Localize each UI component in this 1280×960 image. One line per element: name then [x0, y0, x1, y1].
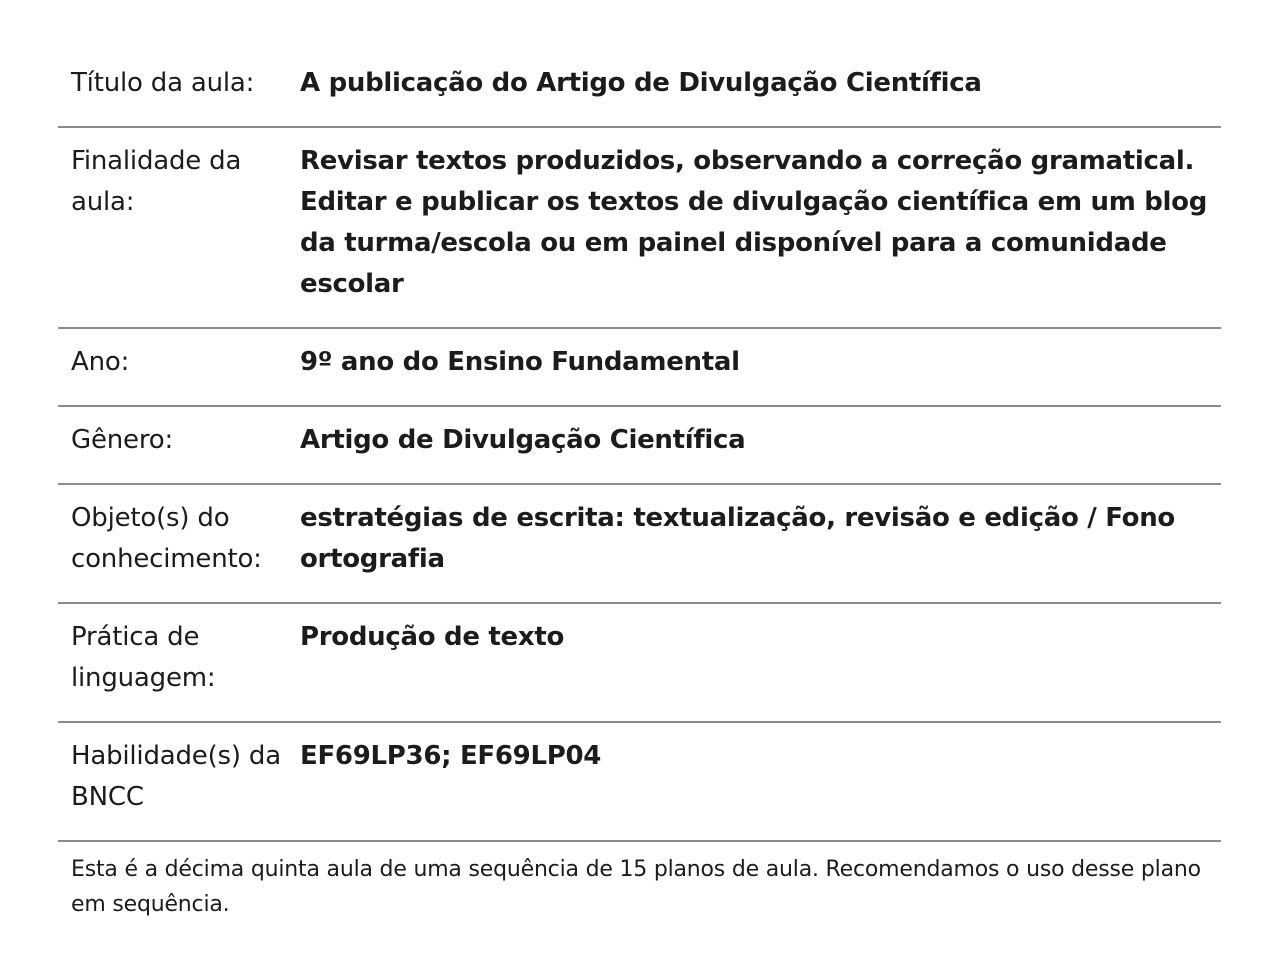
lesson-info-table [58, 50, 1221, 842]
bncc-skills-label: Habilidade(s) da BNCC [58, 722, 300, 841]
language-practice-label: Prática de linguagem: [58, 603, 300, 722]
row-knowledge-objects [58, 484, 1221, 603]
knowledge-objects-value: estratégias de escrita: textualização, revisão e edição / Fono ortografia [300, 484, 1221, 603]
row-language-practice [58, 603, 1221, 722]
lesson-title-value: A publicação do Artigo de Divulgação Científica [300, 50, 1221, 127]
language-practice-value: Produção de texto [300, 603, 1221, 722]
genre-label: Gênero: [58, 406, 300, 484]
lesson-purpose-value: Revisar textos produzidos, observando a correção gramatical. Editar e publicar os textos de divulgação científica em um blog da turma/escola ou em painel disponível para a comunidade escolar [300, 127, 1221, 328]
year-label: Ano: [58, 328, 300, 406]
genre-value: Artigo de Divulgação Científica [300, 406, 1221, 484]
row-lesson-title [58, 50, 1221, 127]
row-year [58, 328, 1221, 406]
knowledge-objects-label: Objeto(s) do conhecimento: [58, 484, 300, 603]
lesson-plan-sheet [58, 50, 1221, 922]
lesson-title-label: Título da aula: [58, 50, 300, 127]
row-lesson-purpose [58, 127, 1221, 328]
year-value: 9º ano do Ensino Fundamental [300, 328, 1221, 406]
lesson-purpose-label: Finalidade da aula: [58, 127, 300, 328]
row-bncc-skills [58, 722, 1221, 841]
sequence-footnote: Esta é a décima quinta aula de uma sequência de 15 planos de aula. Recomendamos o uso desse plano em sequência. [71, 857, 1201, 917]
row-genre [58, 406, 1221, 484]
bncc-skills-value: EF69LP36; EF69LP04 [300, 722, 1221, 841]
